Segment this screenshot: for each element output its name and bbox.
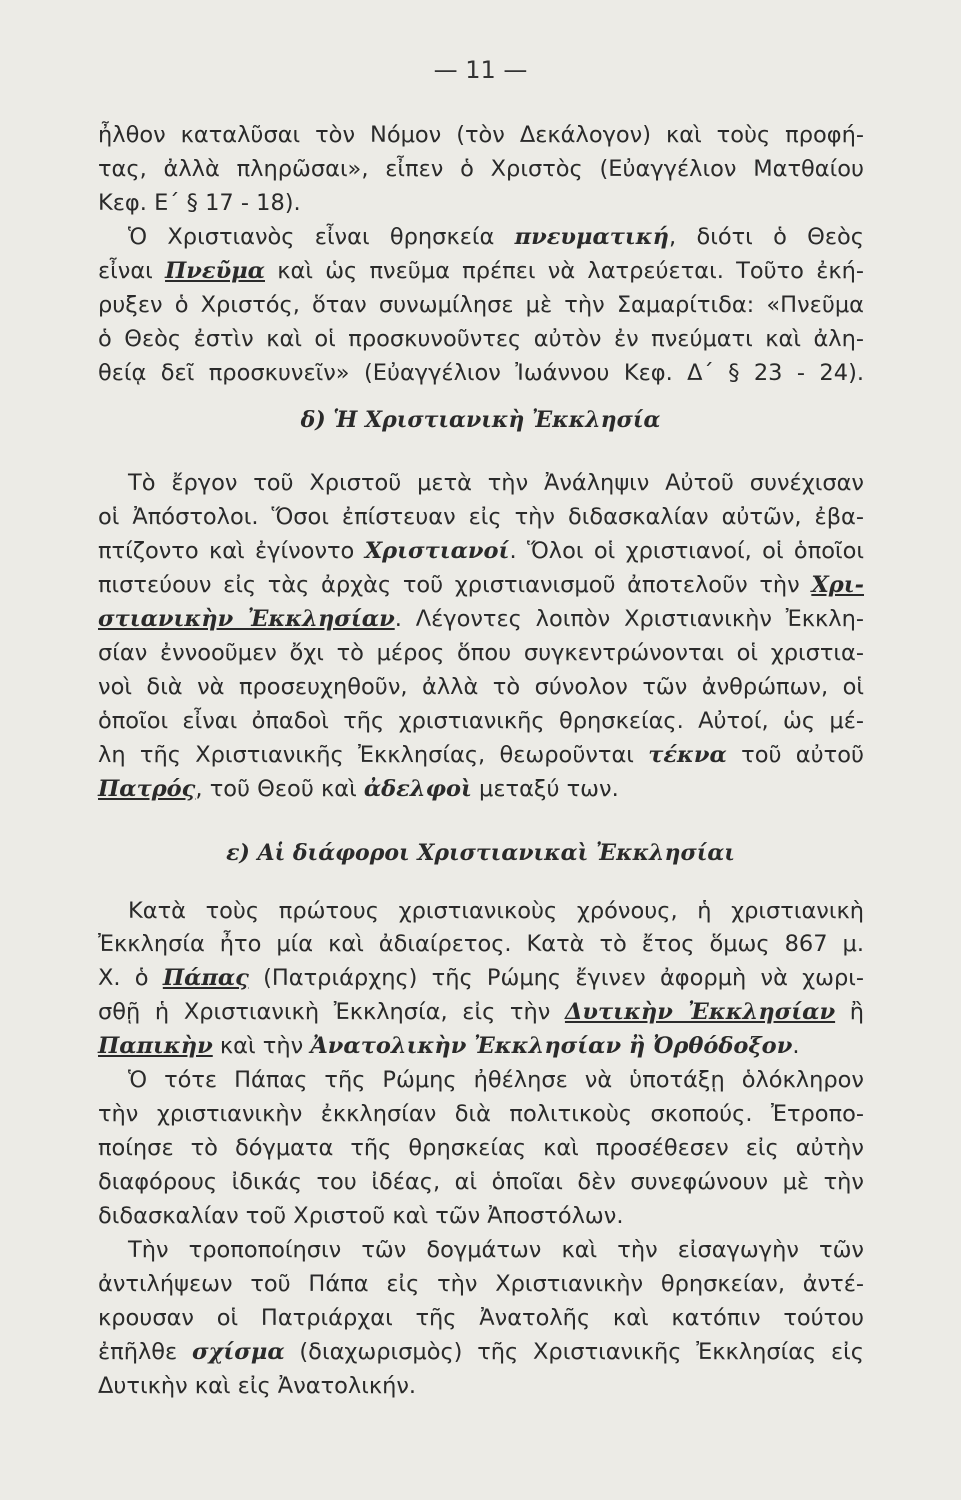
emphasis: πνευματική <box>514 224 670 250</box>
text-line: τας, ἀλλὰ πληρῶσαι», εἶπεν ὁ Χριστὸς (Εὐαγγέλιον Ματθαίου <box>98 156 864 182</box>
emphasis: Χριστιανοί <box>364 538 510 564</box>
text-line: Τὸ ἔργον τοῦ Χριστοῦ μετὰ τὴν Ἀνάληψιν Αὐτοῦ συνέχισαν <box>128 470 864 496</box>
emphasis: Πάπας <box>162 965 249 991</box>
text-line: Κεφ. Ε΄ § 17 - 18). <box>98 190 301 216</box>
emphasis: Ἀνατολικὴν Ἐκκλησίαν ἢ Ὀρθόδοξον <box>310 1033 793 1059</box>
text-line: στιανικὴν Ἐκκλησίαν. Λέγοντες λοιπὸν Χριστιανικὴν Ἐκκλη- <box>98 606 864 632</box>
text-line: σθῇ ἡ Χριστιανικὴ Ἐκκλησία, εἰς τὴν Δυτικὴν Ἐκκλησίαν ἢ <box>98 999 864 1025</box>
text-line: διδασκαλίαν τοῦ Χριστοῦ καὶ τῶν Ἀποστόλων. <box>98 1203 624 1229</box>
emphasis: ἀδελφοὶ <box>363 776 472 802</box>
text-line: ὁ Θεὸς ἐστὶν καὶ οἱ προσκυνοῦντες αὐτὸν ἐν πνεύματι καὶ ἀλη- <box>98 326 864 352</box>
text-line: ἐπῆλθε σχίσμα (διαχωρισμὸς) τῆς Χριστιανικῆς Ἐκκλησίας εἰς <box>98 1339 864 1365</box>
text-line: Ἐκκλησία ἦτο μία καὶ ἀδιαίρετος. Κατὰ τὸ ἔτος ὅμως 867 μ. <box>98 931 864 957</box>
text-line: Ὁ τότε Πάπας τῆς Ρώμης ἠθέλησε νὰ ὑποτάξῃ ὁλόκληρον <box>128 1067 864 1093</box>
text-line: Πατρός, τοῦ Θεοῦ καὶ ἀδελφοὶ μεταξύ των. <box>98 776 619 802</box>
text-line: ἦλθον καταλῦσαι τὸν Νόμον (τὸν Δεκάλογον) καὶ τοὺς προφή- <box>98 122 864 148</box>
text-line: εἶναι Πνεῦμα καὶ ὡς πνεῦμα πρέπει νὰ λατρεύεται. Τοῦτο ἐκή- <box>98 258 864 284</box>
text-line: ρυξεν ὁ Χριστός, ὅταν συνωμίλησε μὲ τὴν Σαμαρίτιδα: «Πνεῦμα <box>98 292 864 318</box>
section-heading: δ) Ἡ Χριστιανικὴ Ἐκκλησία <box>300 407 661 433</box>
text-line: πτίζοντο καὶ ἐγίνοντο Χριστιανοί. Ὅλοι οἱ χριστιανοί, οἱ ὁποῖοι <box>98 538 864 564</box>
text-line: διαφόρους ἰδικάς του ἰδέας, αἱ ὁποῖαι δὲν συνεφώνουν μὲ τὴν <box>98 1169 864 1195</box>
text-line: λη τῆς Χριστιανικῆς Ἐκκλησίας, θεωροῦνται τέκνα τοῦ αὐτοῦ <box>98 742 864 768</box>
text-line: Παπικὴν καὶ τὴν Ἀνατολικὴν Ἐκκλησίαν ἢ Ὀρθόδοξον. <box>98 1033 800 1059</box>
text-line: πιστεύουν εἰς τὰς ἀρχὰς τοῦ χριστιανισμοῦ ἀποτελοῦν τὴν Χρι- <box>98 572 864 598</box>
text-line: Τὴν τροποποίησιν τῶν δογμάτων καὶ τὴν εἰσαγωγὴν τῶν <box>128 1237 864 1263</box>
emphasis: Χρι- <box>811 572 864 598</box>
page-number: — 11 — <box>433 56 528 84</box>
section-heading: ε) Αἱ διάφοροι Χριστιανικαὶ Ἐκκλησίαι <box>226 840 735 866</box>
text-line: ποίησε τὸ δόγματα τῆς θρησκείας καὶ προσέθεσεν εἰς αὐτὴν <box>98 1135 864 1161</box>
text-line: σίαν ἐννοοῦμεν ὄχι τὸ μέρος ὅπου συγκεντρώνονται οἱ χριστια- <box>98 640 864 666</box>
emphasis: Παπικὴν <box>98 1033 213 1059</box>
text-line: τὴν χριστιανικὴν ἐκκλησίαν διὰ πολιτικοὺς σκοπούς. Ἐτροπο- <box>98 1101 864 1127</box>
emphasis: τέκνα <box>648 742 727 768</box>
text-line: οἱ Ἀπόστολοι. Ὅσοι ἐπίστευαν εἰς τὴν διδασκαλίαν αὐτῶν, ἐβα- <box>98 504 864 530</box>
emphasis: Πατρός <box>98 776 196 802</box>
text-line: Κατὰ τοὺς πρώτους χριστιανικοὺς χρόνους, ἡ χριστιανικὴ <box>128 898 864 924</box>
text-line: νοὶ διὰ νὰ προσευχηθοῦν, ἀλλὰ τὸ σύνολον τῶν ἀνθρώπων, οἱ <box>98 674 864 700</box>
text-line: Ὁ Χριστιανὸς εἶναι θρησκεία πνευματική, διότι ὁ Θεὸς <box>128 224 864 250</box>
emphasis: Δυτικὴν Ἐκκλησίαν <box>564 999 836 1025</box>
emphasis: στιανικὴν Ἐκκλησίαν <box>98 606 395 632</box>
text-line: ὁποῖοι εἶναι ὀπαδοὶ τῆς χριστιανικῆς θρησκείας. Αὐτοί, ὡς μέ- <box>98 708 864 734</box>
text-line: Χ. ὁ Πάπας (Πατριάρχης) τῆς Ρώμης ἔγινεν ἀφορμὴ νὰ χωρι- <box>98 965 864 991</box>
text-line: ἀντιλήψεων τοῦ Πάπα εἰς τὴν Χριστιανικὴν θρησκείαν, ἀντέ- <box>98 1271 864 1297</box>
text-line: Δυτικὴν καὶ εἰς Ἀνατολικήν. <box>98 1373 417 1399</box>
text-line: κρουσαν οἱ Πατριάρχαι τῆς Ἀνατολῆς καὶ κατόπιν τούτου <box>98 1305 864 1331</box>
text-line: θείᾳ δεῖ προσκυνεῖν» (Εὐαγγέλιον Ἰωάννου Κεφ. Δ΄ § 23 - 24). <box>98 360 864 386</box>
emphasis: Πνεῦμα <box>165 258 265 284</box>
emphasis: σχίσμα <box>191 1339 285 1365</box>
